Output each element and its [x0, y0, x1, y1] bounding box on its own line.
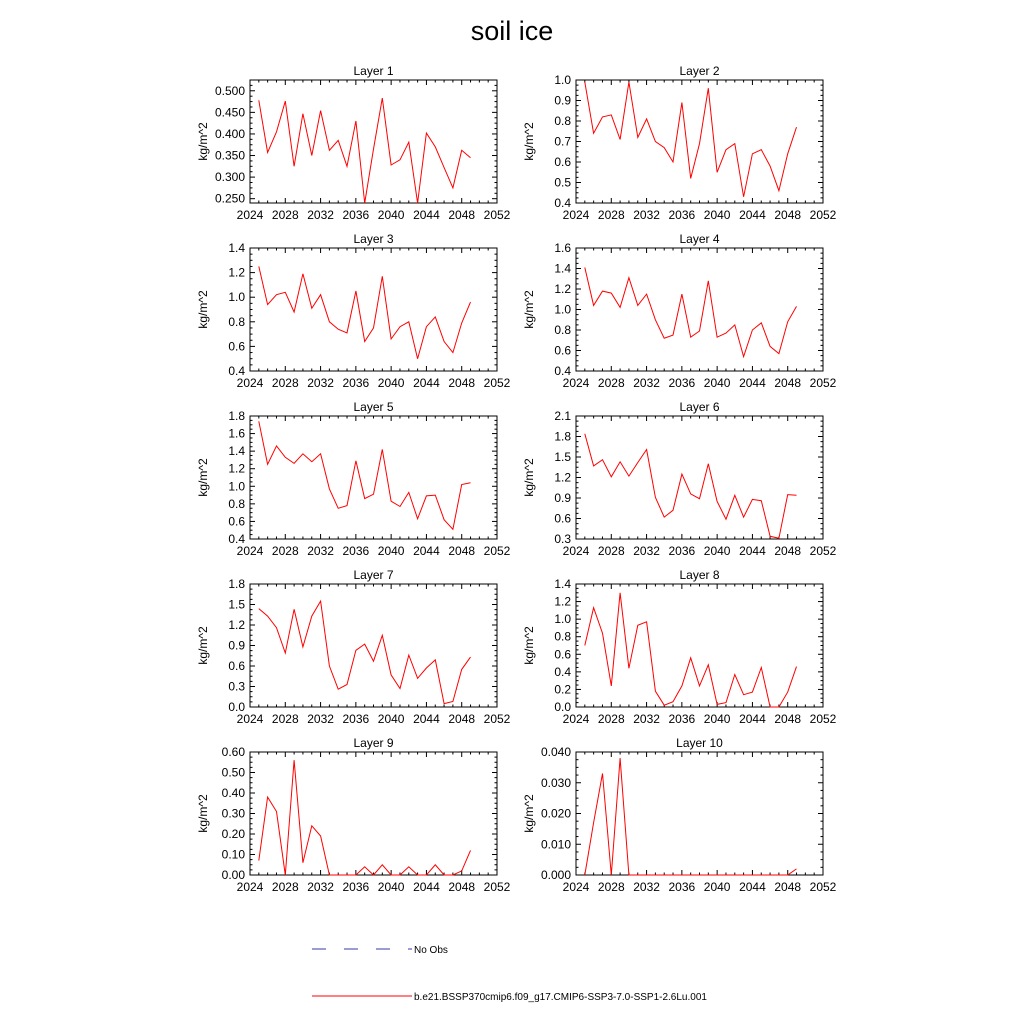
x-tick-label: 2024 [562, 376, 590, 390]
y-tick-label: 0.6 [554, 155, 571, 169]
y-tick-label: 0.9 [228, 638, 245, 653]
x-tick-label: 2028 [597, 880, 625, 894]
series-line [585, 758, 797, 875]
x-tick-label: 2032 [633, 712, 660, 726]
x-tick-label: 2024 [562, 208, 590, 222]
legend-obs-label: No Obs [414, 945, 448, 956]
x-tick-label: 2052 [809, 880, 837, 894]
x-tick-label: 2052 [483, 208, 511, 222]
y-tick-label: 0.250 [214, 191, 245, 206]
x-tick-label: 2028 [271, 208, 299, 222]
y-tick-label: 0.50 [221, 765, 245, 780]
y-tick-label: 0.8 [228, 314, 245, 329]
y-tick-label: 0.7 [554, 134, 571, 149]
panel-layer-2 [522, 64, 837, 222]
x-tick-label: 2040 [377, 376, 405, 390]
panel-title: Layer 2 [679, 64, 720, 78]
x-tick-label: 2032 [307, 208, 334, 222]
x-tick-label: 2036 [342, 712, 370, 726]
y-axis-label: kg/m^2 [196, 122, 210, 161]
x-tick-label: 2024 [236, 208, 264, 222]
panel-layer-10 [522, 736, 837, 894]
y-tick-label: 1.4 [554, 577, 571, 591]
y-tick-label: 1.0 [554, 302, 571, 317]
y-tick-label: 1.8 [228, 409, 245, 423]
plot-frame [250, 80, 497, 203]
x-tick-label: 2032 [307, 376, 334, 390]
panel-title: Layer 3 [353, 232, 394, 246]
x-tick-label: 2044 [739, 880, 766, 894]
y-tick-label: 0.000 [540, 868, 571, 882]
y-axis-label: kg/m^2 [522, 794, 536, 833]
y-tick-label: 0.6 [554, 647, 571, 662]
x-tick-label: 2044 [739, 712, 766, 726]
y-tick-label: 1.2 [228, 265, 245, 280]
x-tick-label: 2044 [413, 208, 440, 222]
y-tick-label: 1.2 [554, 594, 571, 609]
y-tick-label: 0.60 [221, 745, 245, 759]
y-tick-label: 1.8 [554, 429, 571, 444]
x-tick-label: 2024 [236, 880, 264, 894]
x-tick-label: 2048 [448, 208, 476, 222]
x-tick-label: 2044 [413, 376, 440, 390]
x-tick-label: 2040 [377, 712, 405, 726]
x-tick-label: 2052 [483, 544, 511, 558]
x-tick-label: 2044 [413, 880, 440, 894]
y-tick-label: 0.010 [540, 837, 571, 852]
x-tick-label: 2032 [307, 544, 334, 558]
y-tick-label: 0.030 [540, 775, 571, 790]
x-tick-label: 2032 [633, 544, 660, 558]
y-tick-label: 0.8 [228, 496, 245, 511]
y-tick-label: 0.30 [221, 806, 245, 821]
y-tick-label: 1.2 [554, 282, 571, 296]
y-tick-label: 0.6 [554, 511, 571, 526]
y-tick-label: 1.6 [554, 241, 571, 255]
y-tick-label: 1.0 [228, 290, 245, 305]
x-tick-label: 2028 [597, 712, 625, 726]
panel-layer-7 [196, 568, 511, 726]
y-tick-label: 0.500 [214, 83, 245, 98]
y-tick-label: 0.6 [228, 339, 245, 354]
x-tick-label: 2028 [597, 208, 625, 222]
x-tick-label: 2036 [668, 712, 696, 726]
x-tick-label: 2052 [809, 544, 837, 558]
legend [312, 945, 707, 1003]
figure-title: soil ice [470, 16, 554, 46]
x-tick-label: 2036 [668, 376, 696, 390]
x-tick-label: 2028 [271, 880, 299, 894]
y-tick-label: 0.0 [554, 700, 571, 714]
panel-layer-6 [522, 400, 837, 558]
x-tick-label: 2032 [307, 712, 334, 726]
plot-frame [250, 416, 497, 539]
series-line [259, 421, 471, 529]
y-tick-label: 1.4 [228, 444, 245, 459]
y-axis-label: kg/m^2 [196, 290, 210, 329]
x-tick-label: 2032 [633, 376, 660, 390]
series-line [585, 593, 797, 707]
x-tick-label: 2052 [809, 712, 837, 726]
x-tick-label: 2028 [271, 544, 299, 558]
y-tick-label: 2.1 [554, 409, 571, 423]
y-tick-label: 0.300 [214, 170, 245, 185]
x-tick-label: 2028 [597, 376, 625, 390]
x-tick-label: 2032 [633, 880, 660, 894]
y-tick-label: 1.4 [554, 261, 571, 276]
series-line [259, 760, 471, 875]
y-tick-label: 0.2 [554, 682, 571, 697]
y-axis-label: kg/m^2 [196, 794, 210, 833]
panel-title: Layer 1 [353, 64, 394, 78]
y-tick-label: 0.8 [554, 629, 571, 644]
series-line [585, 268, 797, 357]
series-line [259, 98, 471, 203]
y-tick-label: 0.8 [554, 114, 571, 128]
y-tick-label: 1.2 [228, 461, 245, 476]
y-tick-label: 0.10 [221, 847, 245, 862]
y-tick-label: 1.2 [554, 470, 571, 485]
y-tick-label: 1.6 [228, 426, 245, 441]
x-tick-label: 2028 [271, 376, 299, 390]
panel-title: Layer 5 [353, 400, 394, 414]
x-tick-label: 2048 [448, 376, 476, 390]
y-tick-label: 0.40 [221, 786, 245, 800]
x-tick-label: 2036 [342, 544, 370, 558]
x-tick-label: 2040 [377, 880, 405, 894]
x-tick-label: 2048 [448, 880, 476, 894]
y-tick-label: 0.5 [554, 175, 571, 190]
y-tick-label: 0.450 [214, 105, 245, 120]
x-tick-label: 2044 [739, 208, 766, 222]
y-tick-label: 0.4 [228, 532, 245, 546]
y-tick-label: 1.5 [228, 597, 245, 612]
y-tick-label: 0.350 [214, 148, 245, 163]
legend-model-label: b.e21.BSSP370cmip6.f09_g17.CMIP6-SSP3-7.0-SSP1-2.6Lu.001 [414, 992, 707, 1003]
panel-layer-9 [196, 736, 511, 894]
panel-layer-4 [522, 232, 837, 390]
y-tick-label: 0.040 [540, 745, 571, 759]
x-tick-label: 2048 [774, 376, 802, 390]
x-tick-label: 2044 [413, 712, 440, 726]
x-tick-label: 2044 [739, 376, 766, 390]
y-tick-label: 1.0 [554, 73, 571, 87]
x-tick-label: 2024 [562, 544, 590, 558]
plot-frame [576, 248, 823, 371]
panel-layer-5 [196, 400, 511, 558]
x-tick-label: 2048 [774, 544, 802, 558]
panel-layer-8 [522, 568, 837, 726]
plot-frame [250, 248, 497, 371]
x-tick-label: 2040 [377, 544, 405, 558]
series-line [259, 266, 471, 358]
y-tick-label: 1.2 [228, 618, 245, 632]
y-tick-label: 1.0 [554, 612, 571, 627]
y-tick-label: 0.0 [228, 700, 245, 714]
y-tick-label: 0.4 [554, 196, 571, 210]
x-tick-label: 2028 [597, 544, 625, 558]
series-line [585, 434, 797, 539]
y-tick-label: 0.3 [228, 679, 245, 694]
y-tick-label: 0.9 [554, 491, 571, 505]
y-tick-label: 1.8 [228, 577, 245, 591]
x-tick-label: 2036 [668, 880, 696, 894]
y-tick-label: 0.6 [228, 514, 245, 529]
series-line [259, 601, 471, 704]
x-tick-label: 2036 [668, 208, 696, 222]
panel-title: Layer 7 [353, 568, 394, 582]
x-tick-label: 2048 [774, 712, 802, 726]
x-tick-label: 2036 [668, 544, 696, 558]
x-tick-label: 2040 [703, 712, 731, 726]
y-tick-label: 0.4 [228, 364, 245, 378]
y-axis-label: kg/m^2 [522, 626, 536, 665]
x-tick-label: 2032 [307, 880, 334, 894]
series-line [585, 82, 797, 197]
x-tick-label: 2024 [236, 544, 264, 558]
y-tick-label: 1.0 [228, 479, 245, 494]
y-tick-label: 0.6 [228, 659, 245, 673]
panel-layer-1 [196, 64, 511, 222]
x-tick-label: 2036 [342, 376, 370, 390]
x-tick-label: 2028 [271, 712, 299, 726]
y-tick-label: 0.8 [554, 323, 571, 337]
plot-frame [576, 416, 823, 539]
panel-title: Layer 10 [676, 736, 723, 750]
plot-frame [576, 584, 823, 707]
x-tick-label: 2024 [236, 376, 264, 390]
y-tick-label: 0.400 [214, 126, 245, 141]
x-tick-label: 2032 [633, 208, 660, 222]
panel-title: Layer 4 [679, 232, 720, 246]
x-tick-label: 2040 [703, 376, 731, 390]
x-tick-label: 2040 [703, 880, 731, 894]
x-tick-label: 2044 [739, 544, 766, 558]
y-axis-label: kg/m^2 [196, 458, 210, 497]
x-tick-label: 2052 [809, 208, 837, 222]
panel-title: Layer 6 [679, 400, 720, 414]
x-tick-label: 2036 [342, 880, 370, 894]
y-tick-label: 0.3 [554, 532, 571, 546]
panel-layer-3 [196, 232, 511, 390]
panel-title: Layer 9 [353, 736, 394, 750]
y-tick-label: 0.00 [221, 868, 245, 882]
x-tick-label: 2052 [483, 880, 511, 894]
y-tick-label: 0.20 [221, 827, 245, 841]
x-tick-label: 2048 [774, 208, 802, 222]
x-tick-label: 2040 [703, 208, 731, 222]
y-tick-label: 1.4 [228, 241, 245, 255]
y-tick-label: 0.4 [554, 664, 571, 679]
x-tick-label: 2044 [413, 544, 440, 558]
x-tick-label: 2052 [483, 376, 511, 390]
x-tick-label: 2052 [483, 712, 511, 726]
y-tick-label: 0.020 [540, 806, 571, 821]
panel-title: Layer 8 [679, 568, 720, 582]
x-tick-label: 2040 [703, 544, 731, 558]
x-tick-label: 2024 [562, 712, 590, 726]
x-tick-label: 2036 [342, 208, 370, 222]
y-tick-label: 0.9 [554, 93, 571, 108]
y-axis-label: kg/m^2 [196, 626, 210, 665]
x-tick-label: 2048 [448, 712, 476, 726]
x-tick-label: 2048 [774, 880, 802, 894]
x-tick-label: 2024 [562, 880, 590, 894]
y-axis-label: kg/m^2 [522, 122, 536, 161]
y-tick-label: 0.4 [554, 364, 571, 378]
x-tick-label: 2024 [236, 712, 264, 726]
y-axis-label: kg/m^2 [522, 290, 536, 329]
x-tick-label: 2040 [377, 208, 405, 222]
y-tick-label: 1.5 [554, 450, 571, 464]
x-tick-label: 2052 [809, 376, 837, 390]
y-tick-label: 0.6 [554, 343, 571, 358]
y-axis-label: kg/m^2 [522, 458, 536, 497]
x-tick-label: 2048 [448, 544, 476, 558]
